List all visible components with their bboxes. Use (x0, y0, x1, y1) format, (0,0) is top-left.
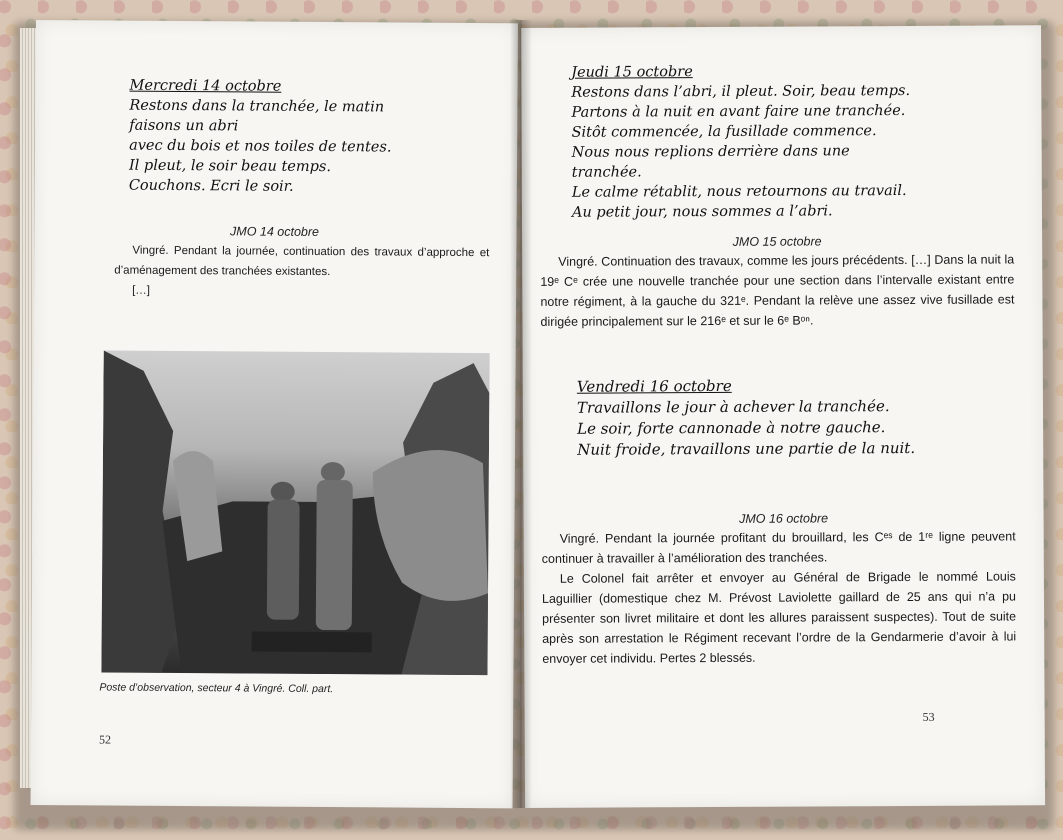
diary-line: Partons à la nuit en avant faire une tranchée. (571, 102, 906, 121)
jmo-body (540, 249, 1014, 331)
trench-photo-drawing (101, 350, 489, 675)
left-page (31, 20, 518, 808)
jmo-paragraph: Le Colonel fait arrêter et envoyer au Général de Brigade le nommé Louis Laguillier (domestique chez M. Prévost Laviolette gaillard de 25 ans qui n’a pu présenter son livret militaire et dont les allures paraissent suspectes). Tout de suite après son arrestation le Régiment recevant l’ordre de la Gendarmerie d’avoir à lui envoyer cet individu. Pertes 2 blessés. (541, 569, 1017, 666)
page-number: 53 (922, 709, 935, 724)
diary-entry-14-octobre (129, 76, 430, 198)
photo-caption: Poste d’observation, secteur 4 à Vingré. Coll. part. (99, 681, 334, 696)
diary-line: Il pleut, le soir beau temps. (128, 157, 332, 176)
page-number: 52 (98, 732, 112, 747)
diary-line: Nuit froide, travaillons une partie de la nuit. (577, 438, 916, 459)
diary-line: avec du bois et nos toiles de tentes. (129, 137, 392, 156)
jmo-paragraph: Vingré. Pendant la journée profitant du brouillard, les Cᵉˢ de 1ʳᵉ ligne peuvent continuer à travailler à l’amélioration des tranchées. (541, 529, 1016, 566)
diary-line: Sitôt commencée, la fusillade commence. (571, 123, 877, 141)
jmo-title: JMO 14 octobre (230, 224, 320, 239)
diary-date: Mercredi 14 octobre (129, 77, 282, 95)
diary-date: Vendredi 16 octobre (576, 376, 732, 396)
book-gutter (510, 20, 532, 808)
jmo-paragraph: Vingré. Pendant la journée, continuation des travaux d’approche et d’aménagement des tranchées existantes. (114, 244, 490, 279)
jmo-body (542, 526, 1017, 668)
diary-entry-15-octobre (571, 61, 912, 223)
jmo-title: JMO 16 octobre (739, 511, 829, 526)
jmo-paragraph: Vingré. Continuation des travaux, comme les jours précédents. […] Dans la nuit la 19ᵉ Cᵉ crée une nouvelle tranchée pour une section dans l’intervalle existant entre notre régiment, à la gauche du 321ᵉ. Pendant la relève une assez vive fusillade est dirigée principalement sur le 216ᵉ et sur le 6ᵉ Bᵒⁿ. (540, 252, 1015, 329)
diary-line: Travaillons le jour à achever la tranchée. (576, 397, 890, 417)
trench-photo (101, 350, 489, 675)
diary-entry-16-octobre (577, 375, 917, 461)
diary-line: Restons dans la tranchée, le matin faisons un abri (129, 97, 385, 135)
diary-line: Le soir, forte cannonade à notre gauche. (577, 418, 886, 438)
diary-date: Jeudi 15 octobre (571, 64, 693, 81)
diary-line: Nous nous replions derrière dans une tranchée. (571, 143, 850, 181)
diary-line: Restons dans l’abri, il pleut. Soir, beau temps. (571, 82, 911, 101)
jmo-paragraph: […] (132, 284, 151, 297)
right-page (521, 25, 1045, 808)
diary-line: Le calme rétablit, nous retournons au travail. (571, 182, 907, 201)
jmo-body (114, 241, 489, 304)
diary-line: Couchons. Ecri le soir. (128, 177, 294, 195)
diary-line: Au petit jour, nous sommes a l’abri. (571, 203, 833, 221)
jmo-title: JMO 15 octobre (732, 234, 822, 249)
